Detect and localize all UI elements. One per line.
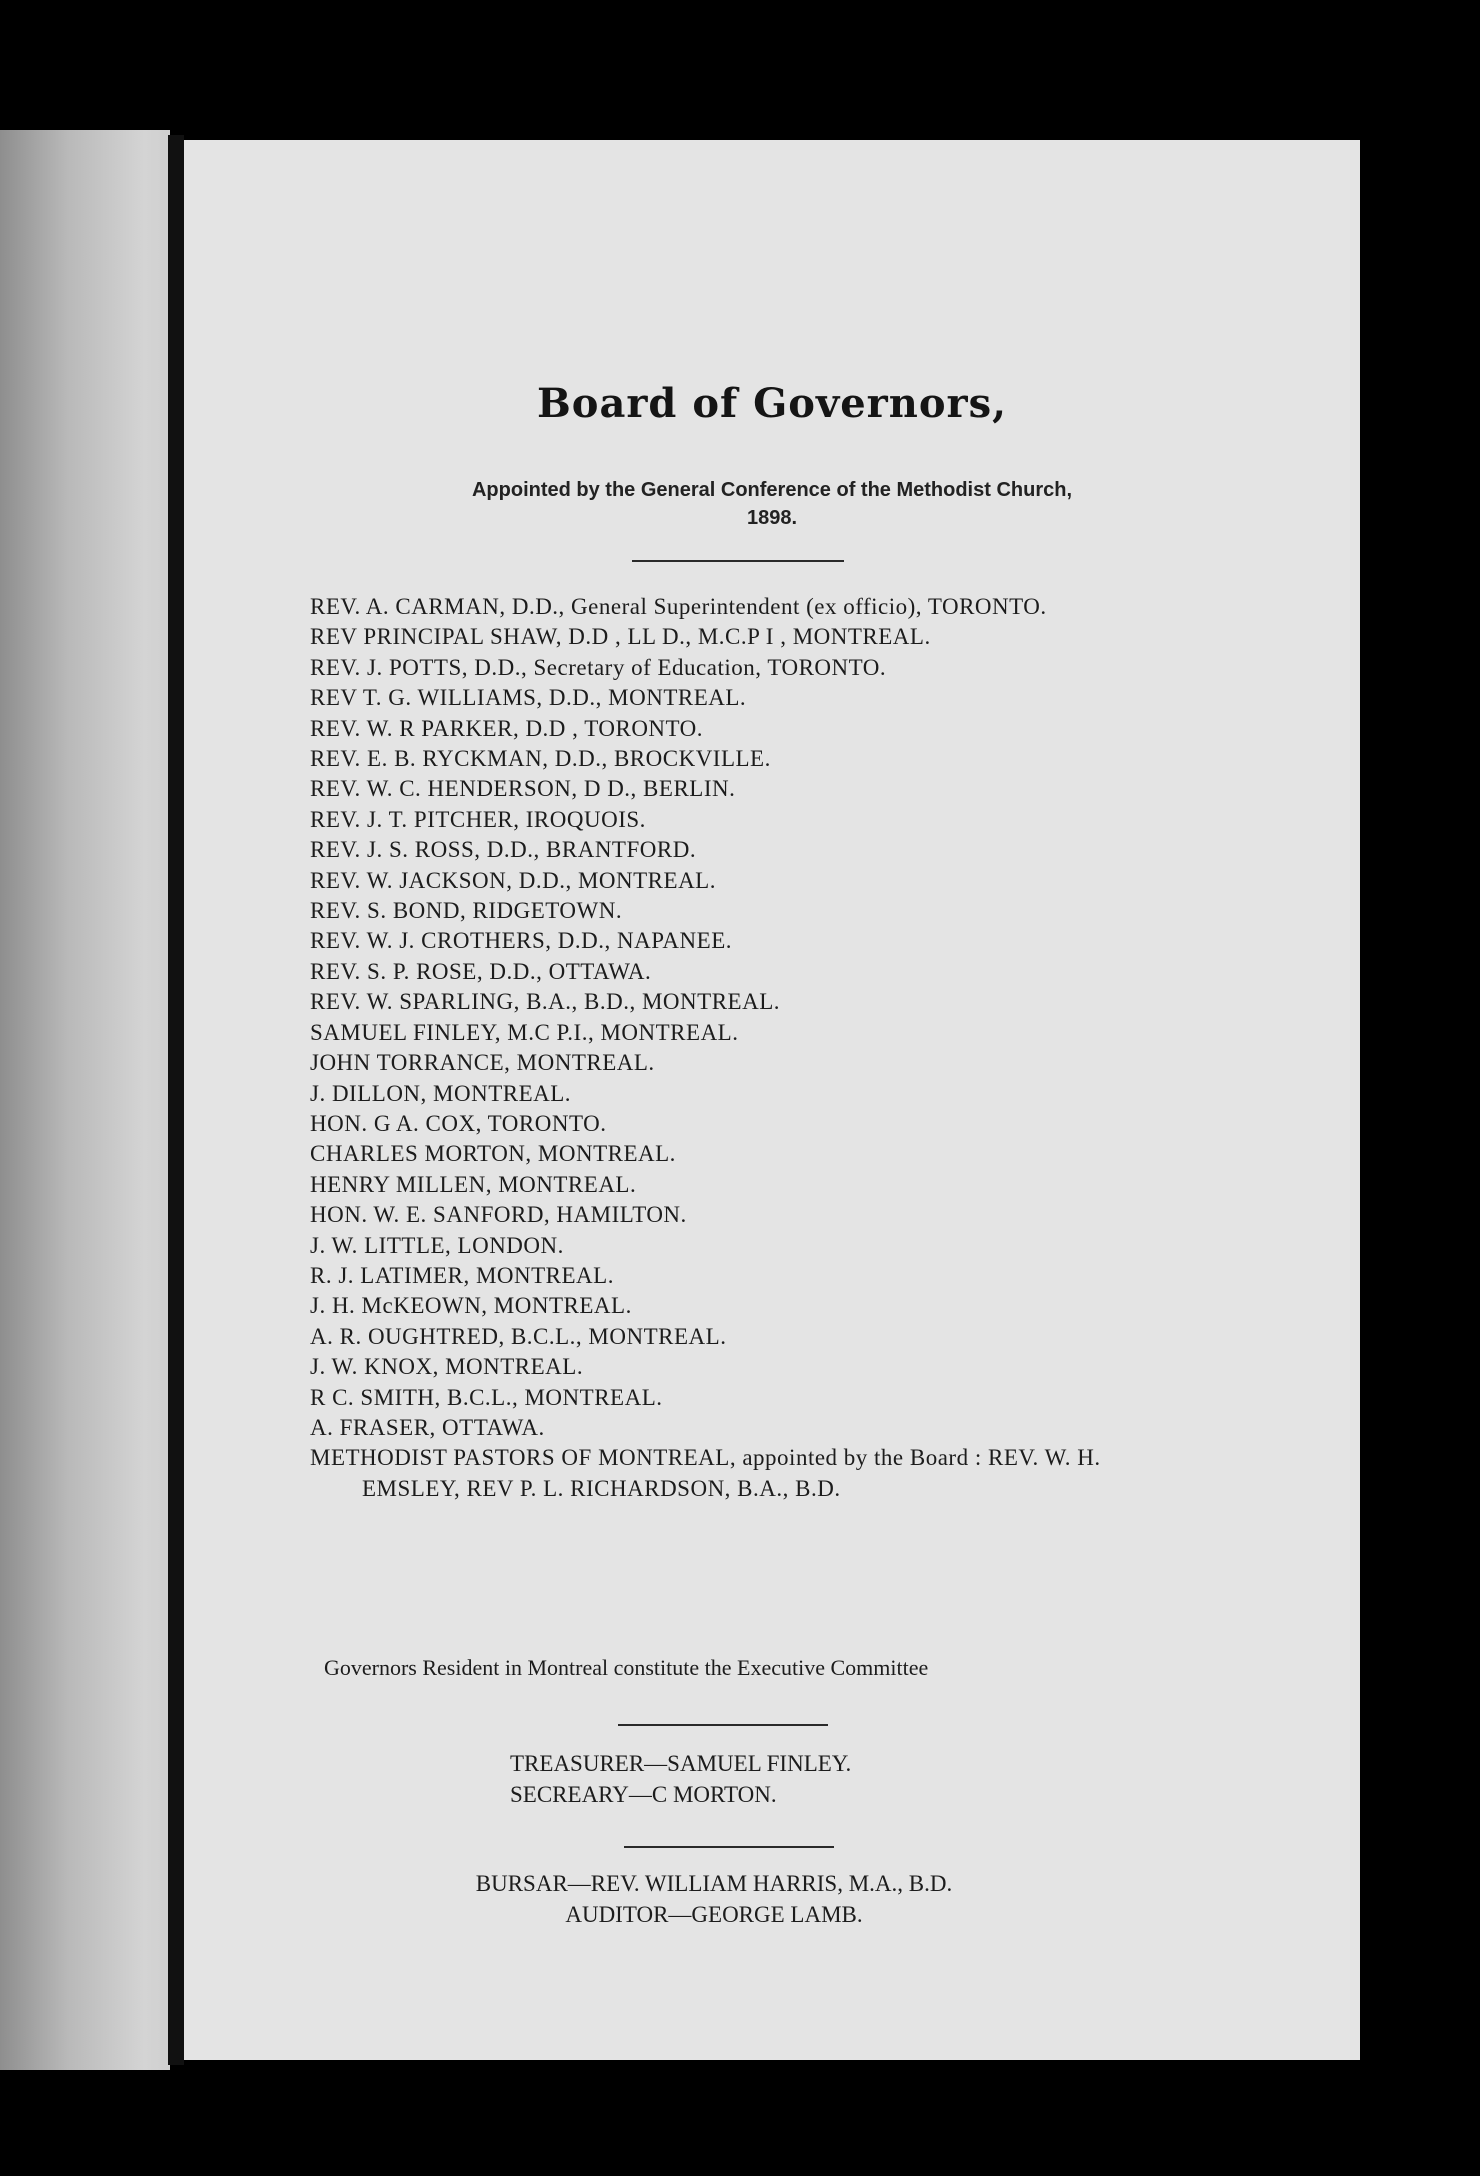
list-item: A. FRASER, OTTAWA.	[310, 1414, 545, 1440]
secretary-line: SECREARY—C MORTON.	[510, 1782, 777, 1807]
list-item: REV. J. S. ROSS, D.D., BRANTFORD.	[310, 837, 697, 863]
list-item: HON. W. E. SANFORD, HAMILTON.	[310, 1202, 687, 1228]
appointment-note	[184, 476, 1360, 532]
list-item: HENRY MILLEN, MONTREAL.	[310, 1171, 637, 1197]
list-item: HON. G A. COX, TORONTO.	[310, 1110, 607, 1136]
list-item: REV PRINCIPAL SHAW, D.D , LL D., M.C.P I , MONTREAL.	[310, 624, 931, 650]
bursar-block	[414, 1868, 1014, 1930]
divider-rule	[624, 1846, 834, 1848]
list-item: R C. SMITH, B.C.L., MONTREAL.	[310, 1384, 663, 1410]
list-item: REV. W. R PARKER, D.D , TORONTO.	[310, 715, 704, 741]
list-item: REV T. G. WILLIAMS, D.D., MONTREAL.	[310, 685, 747, 711]
list-item: REV. W. J. CROTHERS, D.D., NAPANEE.	[310, 928, 732, 954]
list-item: A. R. OUGHTRED, B.C.L., MONTREAL.	[310, 1323, 727, 1349]
pastors-line-2: EMSLEY, REV P. L. RICHARDSON, B.A., B.D.	[362, 1475, 841, 1501]
list-item: J. W. KNOX, MONTREAL.	[310, 1354, 584, 1380]
list-item: SAMUEL FINLEY, M.C P.I., MONTREAL.	[310, 1019, 739, 1045]
facing-page-edge	[0, 130, 170, 2070]
list-item: REV. S. P. ROSE, D.D., OTTAWA.	[310, 958, 652, 984]
list-item: REV. J. POTTS, D.D., Secretary of Education, TORONTO.	[310, 654, 887, 680]
list-item: REV. W. JACKSON, D.D., MONTREAL.	[310, 867, 716, 893]
auditor-line: AUDITOR—GEORGE LAMB.	[565, 1902, 863, 1927]
executive-note: Governors Resident in Montreal constitute the Executive Committee	[324, 1655, 929, 1680]
list-item: REV. J. T. PITCHER, IROQUOIS.	[310, 806, 646, 832]
governors-list	[310, 592, 1101, 1504]
list-item: JOHN TORRANCE, MONTREAL.	[310, 1050, 655, 1076]
treasurer-line: TREASURER—SAMUEL FINLEY.	[510, 1751, 852, 1776]
pastors-line-1: METHODIST PASTORS OF MONTREAL, appointed by the Board : REV. W. H.	[310, 1445, 1101, 1471]
list-item: REV. A. CARMAN, D.D., General Superintendent (ex officio), TORONTO.	[310, 594, 1047, 619]
appointment-year: 1898.	[746, 507, 798, 529]
bursar-line: BURSAR—REV. WILLIAM HARRIS, M.A., B.D.	[475, 1871, 953, 1896]
list-item: REV. E. B. RYCKMAN, D.D., BROCKVILLE.	[310, 746, 771, 772]
list-item: REV. W. C. HENDERSON, D D., BERLIN.	[310, 776, 736, 802]
officers-block	[510, 1748, 851, 1810]
appointment-line-1: Appointed by the General Conference of the Methodist Church,	[471, 479, 1073, 501]
list-item: CHARLES MORTON, MONTREAL.	[310, 1141, 676, 1167]
list-item: J. H. McKEOWN, MONTREAL.	[310, 1293, 632, 1319]
page-title: Board of Governors,	[536, 380, 1008, 427]
divider-rule	[618, 1724, 828, 1726]
list-item: REV. S. BOND, RIDGETOWN.	[310, 898, 623, 924]
divider-rule	[632, 560, 844, 562]
document-page	[184, 140, 1360, 2060]
book-spine	[168, 135, 184, 2065]
list-item: J. W. LITTLE, LONDON.	[310, 1232, 564, 1258]
list-item: J. DILLON, MONTREAL.	[310, 1080, 572, 1106]
list-item: REV. W. SPARLING, B.A., B.D., MONTREAL.	[310, 989, 780, 1015]
list-item: R. J. LATIMER, MONTREAL.	[310, 1262, 614, 1288]
